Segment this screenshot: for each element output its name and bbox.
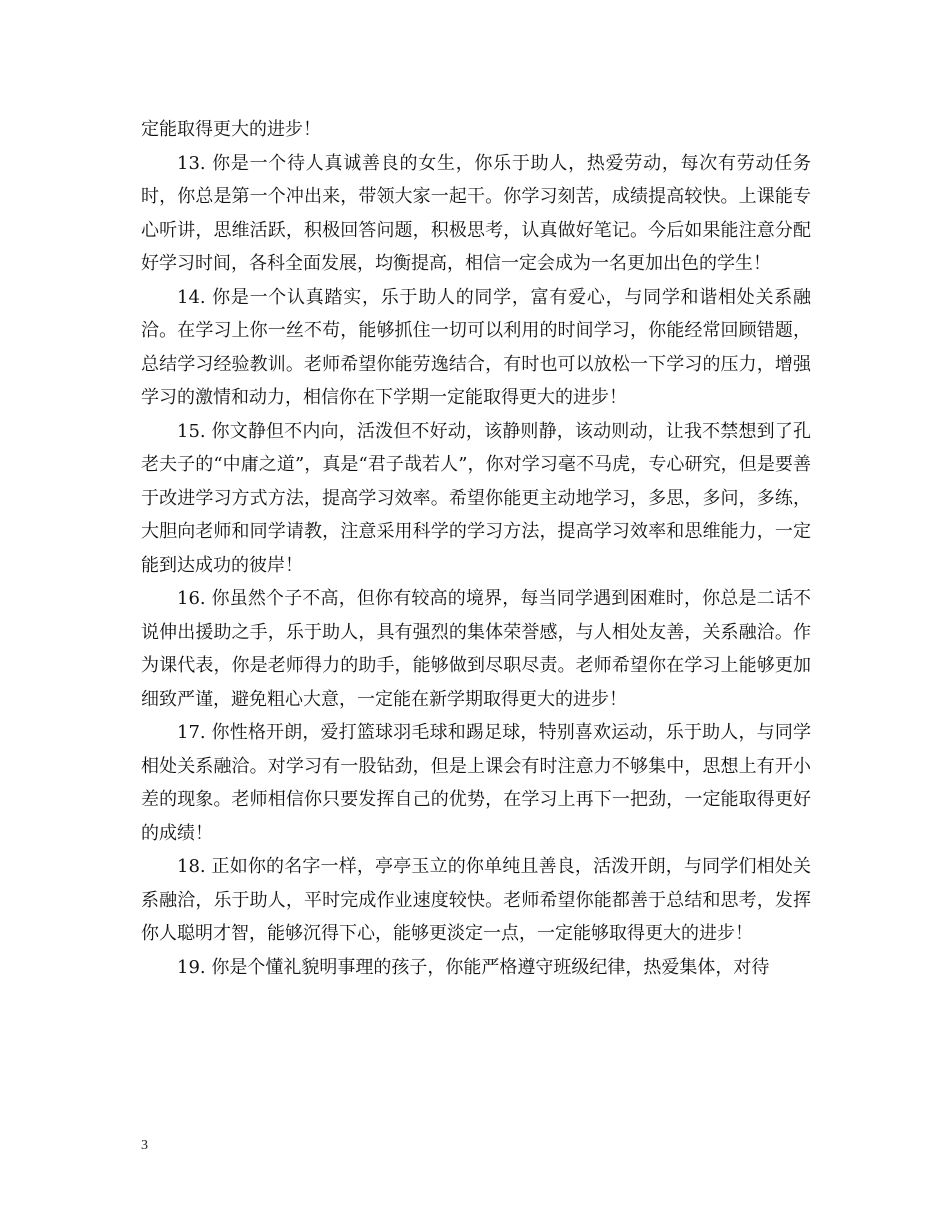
paragraph-16: 16. 你虽然个子不高，但你有较高的境界，每当同学遇到困难时，你总是二话不说伸出援助之手，乐于助人，具有强烈的集体荣誉感，与人相处友善，关系融洽。作为课代表，你是老师得力的助手，能够做到尽职尽责。老师希望你在学习上能够更加细致严谨，避免粗心大意，一定能在新学期取得更大的进步！ [141, 588, 811, 710]
page-number: 3 [141, 1138, 148, 1153]
paragraph-18: 18. 正如你的名字一样，亭亭玉立的你单纯且善良，活泼开朗，与同学们相处关系融洽，乐于助人，平时完成作业速度较快。老师希望你能都善于总结和思考，发挥你人聪明才智，能够沉得下心，能够更淡定一点，一定能够取得更大的进步！ [141, 856, 811, 944]
paragraph-13: 13. 你是一个待人真诚善良的女生，你乐于助人，热爱劳动，每次有劳动任务时，你总是第一个冲出来，带领大家一起干。你学习刻苦，成绩提高较快。上课能专心听讲，思维活跃，积极回答问题，积极思考，认真做好笔记。今后如果能注意分配好学习时间，各科全面发展，均衡提高，相信一定会成为一名更加出色的学生！ [141, 152, 811, 274]
paragraph-14: 14. 你是一个认真踏实，乐于助人的同学，富有爱心，与同学和谐相处关系融洽。在学习上你一丝不苟，能够抓住一切可以利用的时间学习，你能经常回顾错题，总结学习经验教训。老师希望你能劳逸结合，有时也可以放松一下学习的压力，增强学习的激情和动力，相信你在下学期一定能取得更大的进步！ [141, 286, 811, 408]
paragraph-19: 19. 你是个懂礼貌明事理的孩子，你能严格遵守班级纪律，热爱集体，对待 [177, 956, 770, 978]
paragraph-17: 17. 你性格开朗，爱打篮球羽毛球和踢足球，特别喜欢运动，乐于助人，与同学相处关系融洽。对学习有一股钻劲，但是上课会有时注意力不够集中，思想上有开小差的现象。老师相信你只要发挥自己的优势，在学习上再下一把劲，一定能取得更好的成绩！ [141, 722, 811, 844]
paragraph-15: 15. 你文静但不内向，活泼但不好动，该静则静，该动则动，让我不禁想到了孔老夫子的“中庸之道”，真是“君子哉若人”，你对学习毫不马虎，专心研究，但是要善于改进学习方式方法，提高学习效率。希望你能更主动地学习，多思，多问，多练，大胆向老师和同学请教，注意采用科学的学习方法，提高学习效率和思维能力，一定能到达成功的彼岸！ [141, 420, 811, 576]
paragraph-continuation: 定能取得更大的进步！ [141, 119, 321, 140]
document-body [141, 113, 811, 984]
